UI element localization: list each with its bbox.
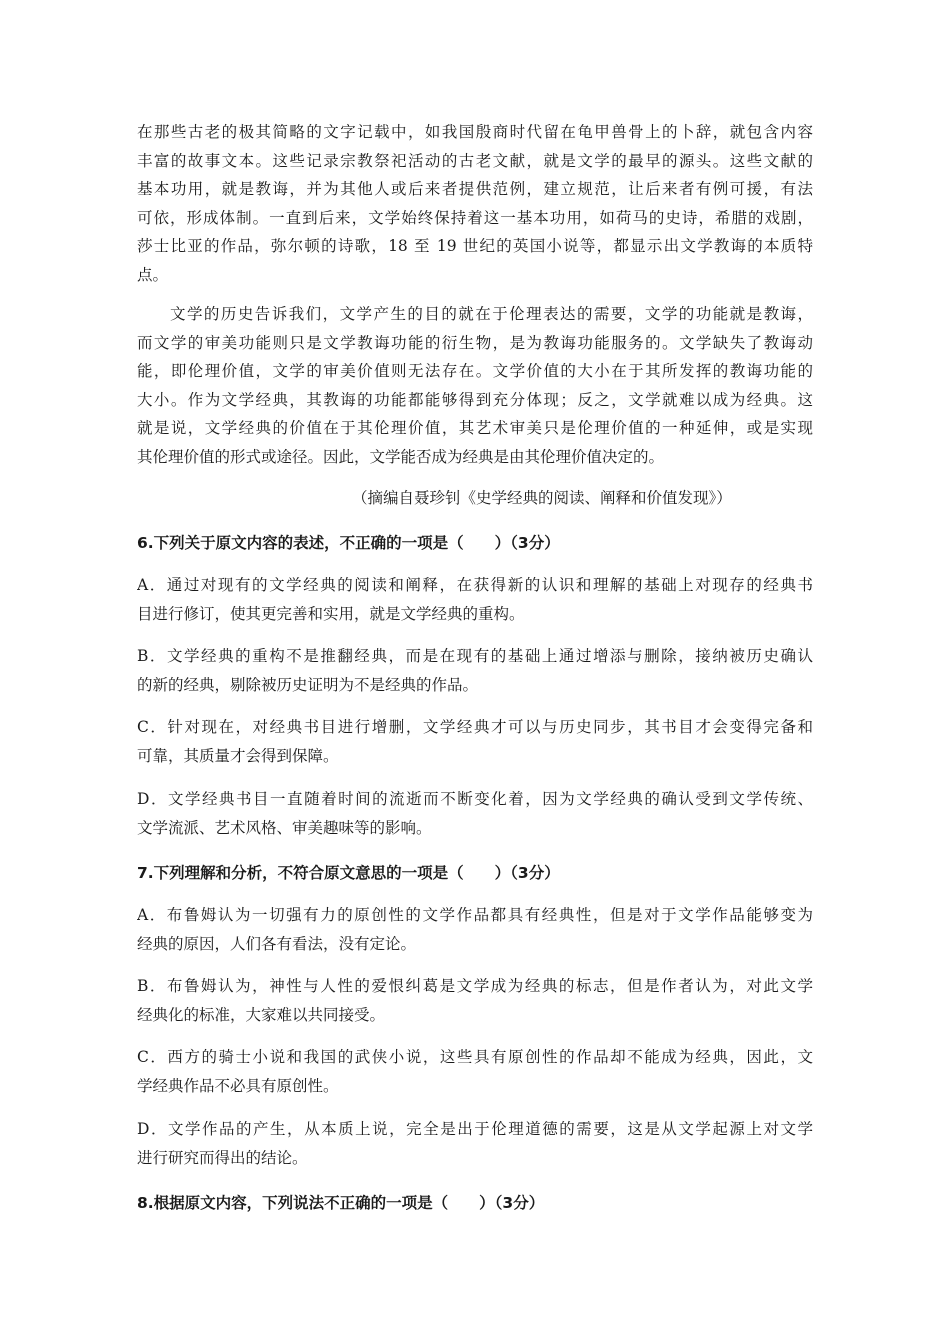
passage-line: 在那些古老的极其简略的文字记载中，如我国殷商时代留在龟甲兽骨上的卜辞，就包含内容 (137, 123, 813, 141)
passage-line: 基本功用，就是教诲，并为其他人或后来者提供范例，建立规范，让后来者有例可援，有法 (137, 180, 813, 198)
option-line: A．通过对现有的文学经典的阅读和阐释，在获得新的认识和理解的基础上对现存的经典书 (137, 576, 813, 594)
question-6-stem: 6.下列关于原文内容的表述，不正确的一项是（ ）（3分） (137, 534, 560, 552)
question-6-option-c (137, 713, 813, 771)
option-line: B．文学经典的重构不是推翻经典，而是在现有的基础上通过增添与删除，接纳被历史确认 (137, 647, 813, 665)
question-7-option-c (137, 1043, 813, 1101)
question-6-option-a (137, 571, 813, 629)
option-line: 目进行修订，使其更完善和实用，就是文学经典的重构。 (137, 605, 525, 623)
question-7-option-d (137, 1115, 813, 1173)
question-7-option-a (137, 901, 813, 959)
option-line: 经典的原因，人们各有看法，没有定论。 (137, 935, 417, 953)
option-line: 文学流派、艺术风格、审美趣味等的影响。 (137, 819, 432, 837)
question-8-stem: 8.根据原文内容，下列说法不正确的一项是（ ）（3分） (137, 1194, 545, 1212)
option-line: B．布鲁姆认为，神性与人性的爱恨纠葛是文学成为经典的标志，但是作者认为，对此文学 (137, 977, 813, 995)
option-line: 进行研究而得出的结论。 (137, 1149, 308, 1167)
option-line: 可靠，其质量才会得到保障。 (137, 747, 339, 765)
passage-paragraph-2 (137, 300, 813, 471)
option-line: A．布鲁姆认为一切强有力的原创性的文学作品都具有经典性，但是对于文学作品能够变为 (137, 906, 813, 924)
option-line: 学经典作品不必具有原创性。 (137, 1077, 339, 1095)
passage-line: 文学的历史告诉我们，文学产生的目的就在于伦理表达的需要，文学的功能就是教诲， (170, 305, 813, 323)
passage-source: （摘编自聂珍钊《史学经典的阅读、阐释和价值发现》） (352, 489, 732, 507)
option-line: D．文学经典书目一直随着时间的流逝而不断变化着，因为文学经典的确认受到文学传统、 (137, 790, 813, 808)
passage-line: 莎士比亚的作品，弥尔顿的诗歌，18 至 19 世纪的英国小说等，都显示出文学教诲的本质特 (137, 237, 813, 255)
passage-line: 大小。作为文学经典，其教诲的功能都能够得到充分体现；反之，文学就难以成为经典。这 (137, 390, 813, 409)
question-7-stem: 7.下列理解和分析，不符合原文意思的一项是（ ）（3分） (137, 864, 560, 882)
passage-line: 就是说，文学经典的价值在于其伦理价值，其艺术审美只是伦理价值的一种延伸，或是实现 (137, 419, 813, 437)
passage-line: 其伦理价值的形式或途径。因此，文学能否成为经典是由其伦理价值决定的。 (137, 447, 665, 466)
question-7-option-b (137, 972, 813, 1030)
option-line: 的新的经典，剔除被历史证明为不是经典的作品。 (137, 676, 479, 694)
passage-paragraph-1 (137, 118, 813, 289)
passage-line: 可依，形成体制。一直到后来，文学始终保持着这一基本功用，如荷马的史诗，希腊的戏剧， (137, 208, 813, 227)
passage-line: 点。 (137, 265, 169, 284)
question-6-option-b (137, 642, 813, 700)
question-6-option-d (137, 785, 813, 843)
passage-line: 丰富的故事文本。这些记录宗教祭祀活动的古老文献，就是文学的最早的源头。这些文献的 (137, 151, 813, 170)
passage-line: 而文学的审美功能则只是文学教诲功能的衍生物，是为教诲功能服务的。文学缺失了教诲动 (137, 333, 813, 352)
option-line: C．针对现在，对经典书目进行增删，文学经典才可以与历史同步，其书目才会变得完备和 (137, 718, 813, 736)
option-line: C．西方的骑士小说和我国的武侠小说，这些具有原创性的作品却不能成为经典，因此，文 (137, 1048, 813, 1066)
option-line: D．文学作品的产生，从本质上说，完全是出于伦理道德的需要，这是从文学起源上对文学 (137, 1120, 813, 1138)
option-line: 经典化的标准，大家难以共同接受。 (137, 1006, 386, 1024)
passage-line: 能，即伦理价值，文学的审美价值则无法存在。文学价值的大小在于其所发挥的教诲功能的 (137, 362, 813, 380)
